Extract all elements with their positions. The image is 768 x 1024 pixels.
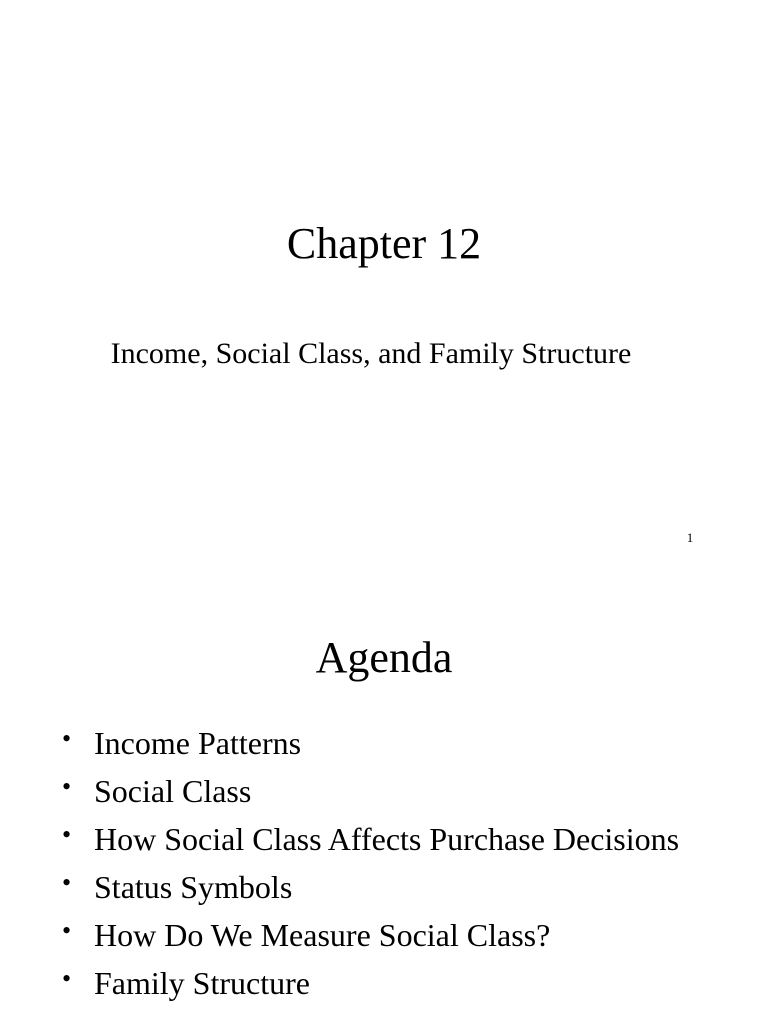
agenda-bullet-list xyxy=(62,719,679,1007)
agenda-item-label: Family Structure xyxy=(94,965,310,1001)
agenda-title: Agenda xyxy=(315,633,453,682)
agenda-item xyxy=(62,815,679,863)
agenda-item xyxy=(62,863,679,911)
slide-page-number: 1 xyxy=(686,530,694,545)
bullet-dot-icon: • xyxy=(62,724,72,753)
agenda-slide xyxy=(0,576,768,1024)
chapter-subtitle: Income, Social Class, and Family Structure xyxy=(110,337,632,370)
agenda-item-label: How Social Class Affects Purchase Decisions xyxy=(94,821,680,857)
agenda-item-label: Income Patterns xyxy=(94,725,302,761)
agenda-item-label: Social Class xyxy=(94,773,252,809)
bullet-dot-icon: • xyxy=(62,868,72,897)
agenda-item xyxy=(62,959,679,1007)
agenda-item-label: How Do We Measure Social Class? xyxy=(94,917,551,953)
bullet-dot-icon: • xyxy=(62,772,72,801)
bullet-dot-icon: • xyxy=(62,820,72,849)
bullet-dot-icon: • xyxy=(62,964,72,993)
chapter-title: Chapter 12 xyxy=(286,219,482,268)
agenda-item xyxy=(62,719,679,767)
bullet-dot-icon: • xyxy=(62,916,72,945)
agenda-item xyxy=(62,767,679,815)
agenda-item xyxy=(62,911,679,959)
agenda-item-label: Status Symbols xyxy=(94,869,293,905)
